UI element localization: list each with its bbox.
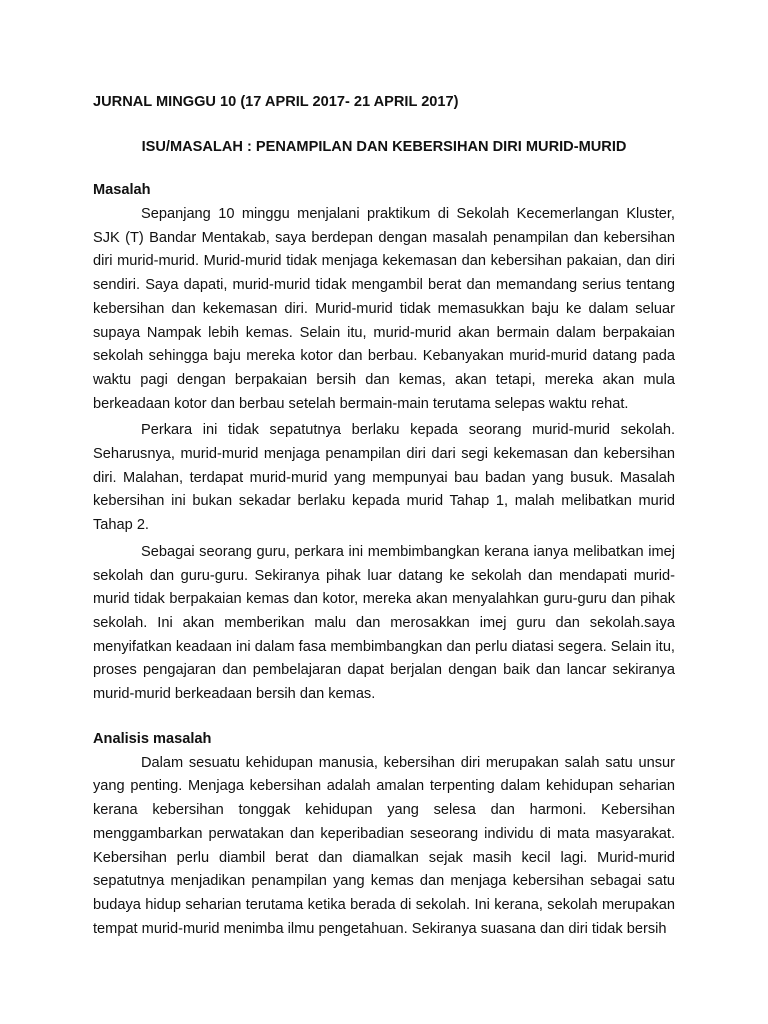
section-heading-analisis-masalah: Analisis masalah [93,730,212,747]
paragraph: Dalam sesuatu kehidupan manusia, kebersihan diri merupakan salah satu unsur yang penting. Menjaga kebersihan adalah amalan terpenting dalam kehidupan seharian kerana kebersihan tonggak kehidupan yang selesa dan harmoni. Kebersihan menggambarkan perwatakan dan keperibadian seseorang individu di mata masyarakat. Kebersihan perlu diambil berat dan diamalkan sejak masih kecil lagi. Murid-murid sepatutnya menjadikan penampilan yang kemas dan menjaga kebersihan sebagai satu budaya hidup seharian terutama ketika berada di sekolah. Ini kerana, sekolah merupakan tempat murid-murid menimba ilmu pengetahuan. Sekiranya suasana dan diri tidak bersih [93,754,675,937]
section-heading-masalah: Masalah [93,182,151,198]
paragraph: Sepanjang 10 minggu menjalani praktikum di Sekolah Kecemerlangan Kluster, SJK (T) Bandar Mentakab, saya berdepan dengan masalah penampilan dan kebersihan diri murid-murid. Murid-murid tidak menjaga kekemasan dan kebersihan pakaian, dan diri sendiri. Saya dapati, murid-murid tidak mengambil berat dan memandang serius tentang kebersihan dan kekemasan diri. Murid-murid tidak memasukkan baju ke dalam seluar supaya Nampak lebih kemas. Selain itu, murid-murid akan bermain dalam berpakaian sekolah sehingga baju mereka kotor dan berbau. Kebanyakan murid-murid datang pada waktu pagi dengan berpakaian bersih dan kemas, akan tetapi, mereka akan mula berkeadaan kotor dan berbau setelah bermain-main terutama selepas waktu rehat. [93,206,675,412]
paragraph: Sebagai seorang guru, perkara ini membimbangkan kerana ianya melibatkan imej sekolah dan guru-guru. Sekiranya pihak luar datang ke sekolah dan mendapati murid-murid tidak berpakaian kemas dan kotor, mereka akan menyalahkan guru-guru dan pihak sekolah. Ini akan memberikan malu dan merosakkan imej guru dan sekolah.saya menyifatkan keadaan ini dalam fasa membimbangkan dan perlu diatasi segera. Selain itu, proses pengajaran dan pembelajaran dapat berjalan dengan baik dan lancar sekiranya murid-murid berkeadaan bersih dan kemas. [93,543,675,703]
document-body [93,92,675,941]
paragraph: Perkara ini tidak sepatutnya berlaku kepada seorang murid-murid sekolah. Seharusnya, murid-murid menjaga penampilan diri dari segi kekemasan dan kebersihan diri. Malahan, terdapat murid-murid yang mempunyai bau badan yang busuk. Masalah kebersihan ini bukan sekadar berlaku kepada murid Tahap 1, malah melibatkan murid Tahap 2. [93,422,675,534]
issue-title: ISU/MASALAH : PENAMPILAN DAN KEBERSIHAN DIRI MURID-MURID [141,139,627,155]
journal-title: JURNAL MINGGU 10 (17 APRIL 2017- 21 APRIL 2017) [93,94,459,110]
